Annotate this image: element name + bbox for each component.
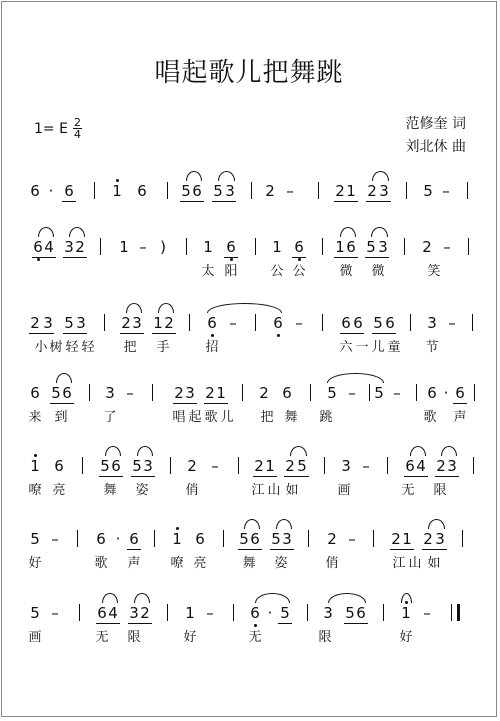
score-system-7 bbox=[2, 604, 496, 664]
tie-arc bbox=[137, 446, 153, 456]
lyric-char: 限 bbox=[318, 630, 332, 645]
lyric-char: 童 bbox=[387, 340, 401, 355]
note: 6 bbox=[455, 384, 465, 402]
lyric-char: 亮 bbox=[193, 556, 207, 571]
lyric-char: 如 bbox=[285, 483, 299, 498]
beam-underline bbox=[29, 333, 54, 334]
note: 2 bbox=[422, 238, 432, 256]
note: 6 bbox=[31, 238, 45, 256]
beam-underline bbox=[365, 257, 389, 258]
lyric-char: 唱 bbox=[172, 410, 186, 425]
note: 3 bbox=[129, 604, 139, 622]
beam-underline bbox=[224, 257, 238, 258]
lyric-char: 姿 bbox=[274, 556, 288, 571]
note: 3 bbox=[282, 530, 292, 548]
lyric-char: 好 bbox=[28, 556, 42, 571]
note: 4 bbox=[44, 238, 54, 256]
barline bbox=[167, 604, 168, 621]
note: 3 bbox=[378, 238, 388, 256]
note: 6 bbox=[356, 604, 366, 622]
lyricist-credit: 范修奎 词 bbox=[405, 116, 466, 132]
barline bbox=[82, 457, 83, 474]
note: 3 bbox=[379, 182, 389, 200]
barline bbox=[104, 314, 105, 331]
lyric-char: 江 bbox=[392, 556, 406, 571]
tie-arc bbox=[134, 593, 150, 603]
note: 5 bbox=[64, 314, 74, 332]
tie-arc bbox=[327, 373, 384, 383]
note: – bbox=[348, 530, 356, 548]
barline bbox=[310, 384, 311, 401]
lyric-char: 声 bbox=[453, 410, 467, 425]
lyric-char: 手 bbox=[156, 340, 170, 355]
lyric-char: 姿 bbox=[135, 483, 149, 498]
note: 1 bbox=[399, 604, 413, 622]
note: 6 bbox=[385, 314, 395, 332]
note: 2 bbox=[436, 457, 446, 475]
note: 6 bbox=[341, 314, 351, 332]
lyric-char: 限 bbox=[433, 483, 447, 498]
note: 1 bbox=[28, 457, 42, 475]
note: 4 bbox=[108, 604, 118, 622]
note: 2 bbox=[367, 182, 377, 200]
note: 3 bbox=[225, 182, 235, 200]
note: 6 bbox=[292, 238, 306, 256]
time-denominator: 4 bbox=[73, 128, 81, 141]
lyric-char: 画 bbox=[337, 483, 351, 498]
lyric-char: 无 bbox=[401, 483, 415, 498]
lyric-char: 太 bbox=[201, 264, 215, 279]
lyric-char: 歌 bbox=[204, 410, 218, 425]
note: 5 bbox=[213, 182, 223, 200]
beam-underline bbox=[128, 623, 152, 624]
note: 2 bbox=[391, 530, 401, 548]
tie-arc bbox=[428, 519, 445, 529]
score-system-4 bbox=[2, 384, 496, 444]
note: 6 bbox=[97, 604, 107, 622]
note: 1 bbox=[110, 182, 124, 200]
note: 1 bbox=[335, 238, 345, 256]
note: – bbox=[286, 182, 294, 200]
lyric-char: 微 bbox=[371, 264, 385, 279]
barline bbox=[308, 530, 309, 547]
note: 3 bbox=[427, 314, 437, 332]
beam-underline bbox=[404, 476, 428, 477]
lyric-char: 节 bbox=[425, 340, 439, 355]
tie-arc bbox=[410, 446, 426, 456]
barline bbox=[324, 457, 325, 474]
lyric-char: 好 bbox=[183, 630, 197, 645]
beam-underline bbox=[173, 403, 197, 404]
note: 6 bbox=[137, 182, 147, 200]
tie-arc bbox=[401, 593, 412, 603]
score-system-3 bbox=[2, 314, 496, 374]
tie-arc bbox=[372, 171, 389, 181]
note: 3 bbox=[447, 457, 457, 475]
note: 6 bbox=[54, 457, 64, 475]
note: 2 bbox=[259, 384, 269, 402]
score-sheet bbox=[1, 1, 497, 717]
note: 6 bbox=[96, 530, 106, 548]
note: 6 bbox=[64, 182, 74, 200]
lyric-char: 起 bbox=[188, 410, 202, 425]
tie-arc bbox=[56, 373, 72, 383]
note: 6 bbox=[205, 314, 219, 332]
note: 3 bbox=[76, 314, 86, 332]
note: 5 bbox=[297, 457, 307, 475]
lyric-char: 无 bbox=[95, 630, 109, 645]
barline bbox=[255, 238, 256, 255]
note: 1 bbox=[185, 604, 195, 622]
barline bbox=[152, 384, 153, 401]
barline bbox=[251, 182, 252, 199]
note: – bbox=[295, 314, 303, 332]
barline bbox=[473, 457, 474, 474]
note: 3 bbox=[341, 457, 351, 475]
note: 2 bbox=[205, 384, 215, 402]
note: 3 bbox=[132, 314, 142, 332]
note: – bbox=[423, 604, 431, 622]
lyric-char: 公 bbox=[270, 264, 284, 279]
beam-underline bbox=[62, 201, 76, 202]
note: 1 bbox=[153, 314, 163, 332]
note: 3 bbox=[43, 314, 53, 332]
lyric-char: 招 bbox=[205, 340, 219, 355]
barline bbox=[369, 384, 370, 401]
key-label: 1= E bbox=[34, 120, 68, 137]
beam-underline bbox=[334, 257, 358, 258]
note: – bbox=[348, 384, 356, 402]
note: 1 bbox=[265, 457, 275, 475]
beam-underline bbox=[435, 476, 459, 477]
lyric-char: 山 bbox=[408, 556, 422, 571]
note: 2 bbox=[187, 457, 197, 475]
note: 2 bbox=[335, 182, 345, 200]
lyric-char: 六 bbox=[339, 340, 353, 355]
note: 6 bbox=[62, 384, 72, 402]
note: · bbox=[267, 604, 273, 622]
barline bbox=[373, 530, 374, 547]
note: 6 bbox=[405, 457, 415, 475]
note: 2 bbox=[75, 238, 85, 256]
beam-underline bbox=[278, 623, 292, 624]
barline bbox=[406, 182, 407, 199]
note: – bbox=[51, 604, 59, 622]
note: 6 bbox=[195, 530, 205, 548]
beam-underline bbox=[96, 623, 120, 624]
lyric-char: 舞 bbox=[284, 410, 298, 425]
note: 6 bbox=[30, 384, 40, 402]
beam-underline bbox=[270, 549, 294, 550]
lyric-char: 嘹 bbox=[170, 556, 184, 571]
note: · bbox=[48, 182, 54, 200]
lyric-char: 俏 bbox=[185, 483, 199, 498]
lyric-char: 无 bbox=[248, 630, 262, 645]
score-system-5 bbox=[2, 457, 496, 517]
lyric-char: 微 bbox=[339, 264, 353, 279]
note: 2 bbox=[140, 604, 150, 622]
note: 6 bbox=[30, 182, 40, 200]
note: 6 bbox=[192, 182, 202, 200]
beam-underline bbox=[63, 333, 87, 334]
note: 5 bbox=[30, 530, 40, 548]
note: 5 bbox=[271, 530, 281, 548]
barline bbox=[404, 238, 405, 255]
barline bbox=[307, 604, 308, 621]
note: 1 bbox=[170, 530, 184, 548]
lyric-char: 俏 bbox=[325, 556, 339, 571]
barline bbox=[451, 604, 452, 621]
note: – bbox=[206, 604, 214, 622]
barline bbox=[322, 238, 323, 255]
note: – bbox=[393, 384, 401, 402]
tie-arc bbox=[126, 303, 142, 313]
note: 2 bbox=[174, 384, 184, 402]
note: ) bbox=[160, 238, 166, 256]
lyric-char: 一 bbox=[355, 340, 369, 355]
lyric-char: 小 bbox=[34, 340, 48, 355]
barline bbox=[186, 238, 187, 255]
lyric-char: 了 bbox=[103, 410, 117, 425]
barline bbox=[410, 314, 411, 331]
lyric-char: 山 bbox=[267, 483, 281, 498]
note: 5 bbox=[366, 238, 376, 256]
tie-arc bbox=[158, 303, 174, 313]
note: · bbox=[115, 530, 121, 548]
tie-arc bbox=[207, 303, 282, 313]
barline bbox=[167, 182, 168, 199]
note: 5 bbox=[345, 604, 355, 622]
note: 2 bbox=[164, 314, 174, 332]
note: 4 bbox=[416, 457, 426, 475]
barline bbox=[318, 182, 319, 199]
note: 3 bbox=[105, 384, 115, 402]
tie-arc bbox=[290, 446, 307, 456]
barline bbox=[100, 238, 101, 255]
lyric-char: 声 bbox=[127, 556, 141, 571]
note: · bbox=[443, 384, 449, 402]
barline bbox=[416, 384, 417, 401]
beam-underline bbox=[340, 333, 364, 334]
beam-underline bbox=[204, 403, 228, 404]
barline bbox=[322, 314, 323, 331]
note: 6 bbox=[129, 530, 139, 548]
lyric-char: 儿 bbox=[371, 340, 385, 355]
lyric-char: 舞 bbox=[242, 556, 256, 571]
note: 1 bbox=[203, 238, 213, 256]
note: 1 bbox=[119, 238, 129, 256]
note: – bbox=[229, 314, 237, 332]
note: – bbox=[362, 457, 370, 475]
barline bbox=[233, 604, 234, 621]
lyric-char: 如 bbox=[427, 556, 441, 571]
note: 3 bbox=[143, 457, 153, 475]
lyric-char: 把 bbox=[123, 340, 137, 355]
beam-underline bbox=[180, 201, 204, 202]
beam-underline bbox=[32, 257, 56, 258]
beam-underline bbox=[50, 403, 74, 404]
note: – bbox=[448, 314, 456, 332]
lyric-char: 把 bbox=[260, 410, 274, 425]
beam-underline bbox=[212, 201, 236, 202]
note: 2 bbox=[121, 314, 131, 332]
beam-underline bbox=[131, 476, 155, 477]
barline bbox=[255, 314, 256, 331]
tie-arc bbox=[105, 446, 121, 456]
note: 3 bbox=[64, 238, 74, 256]
tie-arc bbox=[244, 519, 260, 529]
note: 6 bbox=[271, 314, 285, 332]
lyric-char: 亮 bbox=[52, 483, 66, 498]
barline bbox=[94, 182, 95, 199]
note: 5 bbox=[132, 457, 142, 475]
note: 5 bbox=[373, 314, 383, 332]
note: – bbox=[51, 530, 59, 548]
note: – bbox=[443, 238, 451, 256]
note: 1 bbox=[402, 530, 412, 548]
note: – bbox=[126, 384, 134, 402]
barline bbox=[242, 384, 243, 401]
note: 5 bbox=[374, 384, 384, 402]
barline bbox=[472, 314, 473, 331]
note: 6 bbox=[353, 314, 363, 332]
beam-underline bbox=[284, 476, 309, 477]
tie-arc bbox=[276, 519, 292, 529]
note: 1 bbox=[216, 384, 226, 402]
tie-arc bbox=[328, 593, 366, 603]
note: 3 bbox=[185, 384, 195, 402]
note: 2 bbox=[254, 457, 264, 475]
beam-underline bbox=[152, 333, 176, 334]
note: 5 bbox=[423, 182, 433, 200]
barline bbox=[89, 384, 90, 401]
lyric-char: 轻 bbox=[65, 340, 79, 355]
composer-credit: 刘北休 曲 bbox=[405, 139, 466, 155]
note: 2 bbox=[423, 530, 433, 548]
beam-underline bbox=[372, 333, 396, 334]
note: 6 bbox=[224, 238, 238, 256]
note: 2 bbox=[285, 457, 295, 475]
note: – bbox=[442, 182, 450, 200]
score-system-2 bbox=[2, 238, 496, 298]
beam-underline bbox=[422, 549, 447, 550]
lyric-char: 阳 bbox=[224, 264, 238, 279]
note: 5 bbox=[181, 182, 191, 200]
lyric-char: 画 bbox=[28, 630, 42, 645]
note: 3 bbox=[435, 530, 445, 548]
barline bbox=[223, 530, 224, 547]
lyric-char: 轻 bbox=[81, 340, 95, 355]
note: 6 bbox=[427, 384, 437, 402]
barline bbox=[468, 238, 469, 255]
tie-arc bbox=[186, 171, 202, 181]
note: 5 bbox=[30, 604, 40, 622]
barline bbox=[474, 384, 475, 401]
barline bbox=[189, 314, 190, 331]
beam-underline bbox=[453, 403, 467, 404]
beam-underline bbox=[344, 623, 368, 624]
note: 6 bbox=[282, 384, 292, 402]
beam-underline bbox=[334, 201, 358, 202]
beam-underline bbox=[292, 257, 306, 258]
note: 1 bbox=[272, 238, 282, 256]
note: 6 bbox=[346, 238, 356, 256]
beam-underline bbox=[127, 549, 141, 550]
beam-underline bbox=[366, 201, 391, 202]
beam-underline bbox=[390, 549, 414, 550]
lyric-char: 儿 bbox=[220, 410, 234, 425]
lyric-char: 好 bbox=[399, 630, 413, 645]
note: 2 bbox=[30, 314, 40, 332]
lyric-char: 公 bbox=[292, 264, 306, 279]
barline bbox=[170, 457, 171, 474]
barline bbox=[79, 604, 80, 621]
lyric-char: 限 bbox=[127, 630, 141, 645]
beam-underline bbox=[253, 476, 277, 477]
note: 6 bbox=[250, 530, 260, 548]
barline bbox=[77, 530, 78, 547]
lyric-char: 笑 bbox=[427, 264, 441, 279]
tie-arc bbox=[102, 593, 118, 603]
barline bbox=[383, 604, 384, 621]
note: 2 bbox=[265, 182, 275, 200]
note: – bbox=[139, 238, 147, 256]
lyric-char: 到 bbox=[54, 410, 68, 425]
key-signature bbox=[34, 117, 82, 140]
note: 5 bbox=[280, 604, 290, 622]
note: 6 bbox=[111, 457, 121, 475]
beam-underline bbox=[99, 476, 123, 477]
beam-underline bbox=[120, 333, 144, 334]
lyric-char: 歌 bbox=[94, 556, 108, 571]
song-title: 唱起歌儿把舞跳 bbox=[154, 58, 344, 88]
score-system-6 bbox=[2, 530, 496, 590]
lyric-char: 跳 bbox=[319, 410, 333, 425]
tie-arc bbox=[441, 446, 457, 456]
barline bbox=[238, 457, 239, 474]
note: 5 bbox=[51, 384, 61, 402]
time-numerator: 2 bbox=[73, 116, 81, 129]
note: – bbox=[211, 457, 219, 475]
final-barline bbox=[457, 604, 460, 621]
lyric-char: 嘹 bbox=[28, 483, 42, 498]
note: 6 bbox=[248, 604, 262, 622]
barline bbox=[462, 530, 463, 547]
barline bbox=[467, 182, 468, 199]
note: 3 bbox=[323, 604, 333, 622]
tie-arc bbox=[218, 171, 235, 181]
note: 5 bbox=[100, 457, 110, 475]
note: 5 bbox=[327, 384, 337, 402]
lyric-char: 树 bbox=[49, 340, 63, 355]
note: 5 bbox=[239, 530, 249, 548]
lyric-char: 歌 bbox=[423, 410, 437, 425]
tie-arc bbox=[255, 593, 290, 603]
time-signature bbox=[73, 117, 82, 140]
note: 2 bbox=[327, 530, 337, 548]
barline bbox=[387, 457, 388, 474]
beam-underline bbox=[63, 257, 87, 258]
beam-underline bbox=[238, 549, 262, 550]
lyric-char: 江 bbox=[251, 483, 265, 498]
note: 1 bbox=[346, 182, 356, 200]
lyric-char: 来 bbox=[28, 410, 42, 425]
lyric-char: 舞 bbox=[103, 483, 117, 498]
barline bbox=[154, 530, 155, 547]
